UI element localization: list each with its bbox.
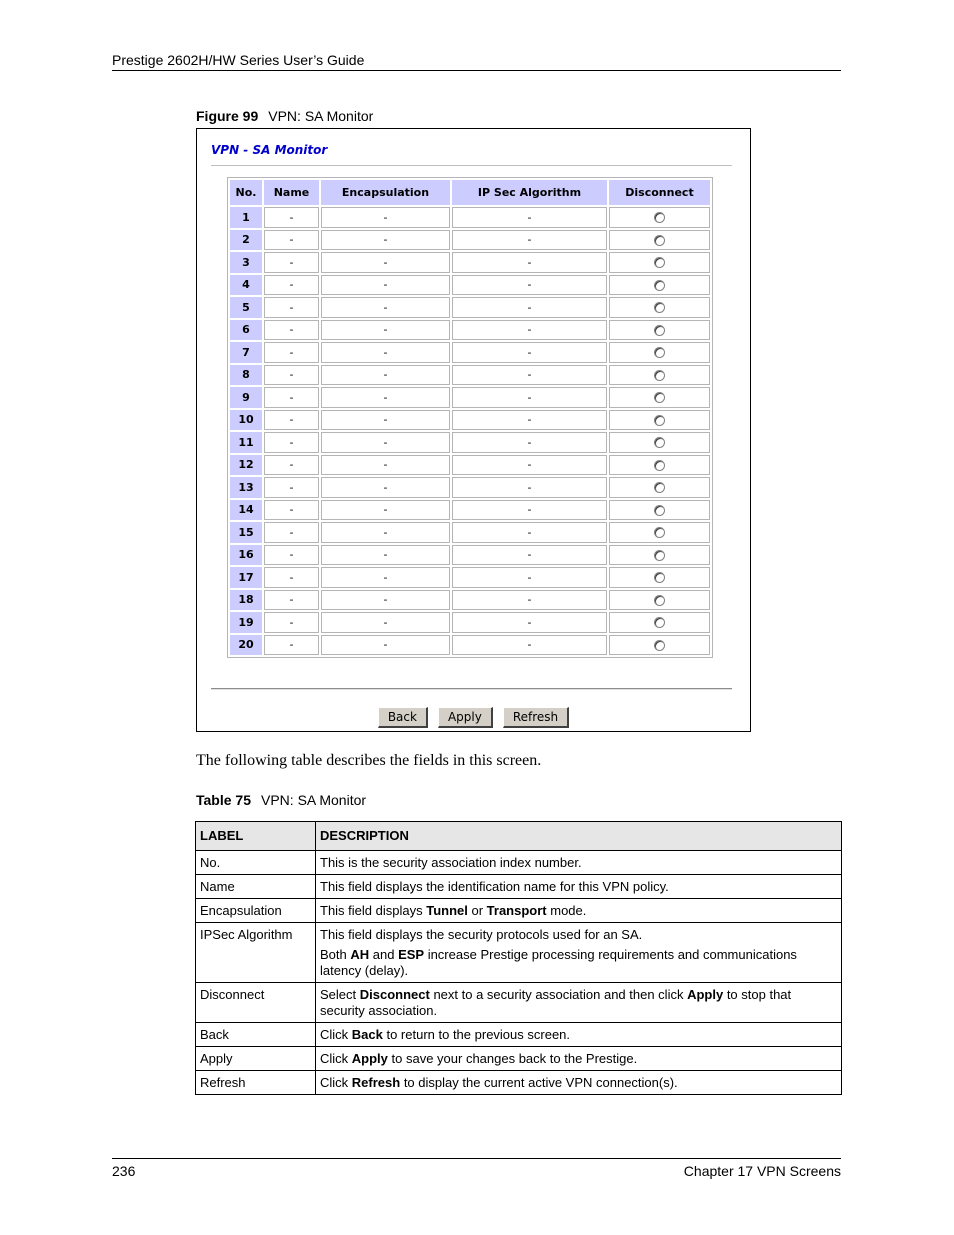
row-name: - (264, 410, 319, 431)
table-row (230, 410, 710, 431)
disconnect-cell (609, 522, 710, 543)
row-name: - (264, 365, 319, 386)
table-row (230, 590, 710, 611)
row-algorithm: - (452, 612, 607, 633)
screen-title: VPN - SA Monitor (211, 143, 328, 157)
row-encapsulation: - (321, 230, 450, 251)
disconnect-radio[interactable] (654, 302, 665, 313)
row-algorithm: - (452, 410, 607, 431)
disconnect-cell (609, 365, 710, 386)
label-header: LABEL (196, 822, 316, 851)
row-algorithm: - (452, 342, 607, 363)
field-description (316, 899, 842, 923)
desc-text: increase Prestige processing requirements and communications latency (delay). (320, 947, 797, 978)
row-encapsulation: - (321, 275, 450, 296)
disconnect-radio[interactable] (654, 257, 665, 268)
disconnect-radio[interactable] (654, 482, 665, 493)
table-row (230, 612, 710, 633)
page-footer (112, 1158, 841, 1179)
field-label: No. (196, 851, 316, 875)
desc-bold: ESP (398, 947, 425, 962)
sa-monitor-table (227, 177, 713, 658)
figure-caption (196, 108, 373, 124)
row-number: 7 (230, 342, 262, 363)
table-row (230, 230, 710, 251)
row-name: - (264, 500, 319, 521)
figure-title: VPN: SA Monitor (268, 108, 374, 124)
row-encapsulation: - (321, 635, 450, 656)
row-algorithm: - (452, 365, 607, 386)
desc-bold: Back (351, 1027, 383, 1042)
sa-monitor-screen (196, 128, 751, 732)
table-row (230, 252, 710, 273)
row-number: 9 (230, 387, 262, 408)
desc-text: mode. (546, 903, 587, 918)
disconnect-radio[interactable] (654, 640, 665, 651)
table-row (230, 387, 710, 408)
row-encapsulation: - (321, 342, 450, 363)
table-row (230, 432, 710, 453)
disconnect-cell (609, 455, 710, 476)
disconnect-cell (609, 500, 710, 521)
disconnect-cell (609, 320, 710, 341)
disconnect-cell (609, 612, 710, 633)
desc-text: Click (320, 1027, 352, 1042)
table-row (230, 320, 710, 341)
field-description: This field displays the identification name for this VPN policy. (316, 875, 842, 899)
desc-text: to stop that security association. (320, 987, 792, 1018)
desc-bold: AH (350, 947, 370, 962)
disconnect-radio[interactable] (654, 617, 665, 628)
table-row (196, 1071, 842, 1095)
row-algorithm: - (452, 252, 607, 273)
row-encapsulation: - (321, 410, 450, 431)
disconnect-cell (609, 230, 710, 251)
back-button[interactable]: Back (378, 707, 428, 728)
row-encapsulation: - (321, 252, 450, 273)
desc-bold: Transport (486, 903, 547, 918)
desc-header-row (196, 822, 842, 851)
disconnect-cell (609, 297, 710, 318)
row-number: 2 (230, 230, 262, 251)
table-title: VPN: SA Monitor (261, 792, 367, 808)
row-name: - (264, 207, 319, 228)
disconnect-radio[interactable] (654, 572, 665, 583)
row-name: - (264, 635, 319, 656)
row-name: - (264, 342, 319, 363)
disconnect-cell (609, 432, 710, 453)
disconnect-cell (609, 342, 710, 363)
disconnect-radio[interactable] (654, 505, 665, 516)
disconnect-cell (609, 567, 710, 588)
row-name: - (264, 477, 319, 498)
table-row (230, 500, 710, 521)
row-number: 20 (230, 635, 262, 656)
disconnect-radio[interactable] (654, 527, 665, 538)
field-label: Disconnect (196, 983, 316, 1023)
field-label: Name (196, 875, 316, 899)
row-encapsulation: - (321, 207, 450, 228)
disconnect-radio[interactable] (654, 325, 665, 336)
disconnect-cell (609, 545, 710, 566)
row-algorithm: - (452, 590, 607, 611)
intro-text: The following table describes the fields in this screen. (196, 752, 542, 769)
col-algorithm-header: IP Sec Algorithm (452, 180, 607, 205)
chapter-title: Chapter 17 VPN Screens (683, 1163, 841, 1179)
desc-text: Click (320, 1051, 352, 1066)
col-encapsulation-header: Encapsulation (321, 180, 450, 205)
disconnect-radio[interactable] (654, 280, 665, 291)
title-divider (211, 165, 732, 166)
row-name: - (264, 522, 319, 543)
row-encapsulation: - (321, 590, 450, 611)
table-row (230, 207, 710, 228)
row-number: 1 (230, 207, 262, 228)
disconnect-cell (609, 207, 710, 228)
table-row (230, 567, 710, 588)
row-name: - (264, 387, 319, 408)
desc-bold: Apply (351, 1051, 388, 1066)
col-name-header: Name (264, 180, 319, 205)
row-number: 18 (230, 590, 262, 611)
row-name: - (264, 612, 319, 633)
field-description (316, 983, 842, 1023)
field-label: Apply (196, 1047, 316, 1071)
row-encapsulation: - (321, 297, 450, 318)
field-label: Refresh (196, 1071, 316, 1095)
row-encapsulation: - (321, 500, 450, 521)
row-number: 8 (230, 365, 262, 386)
row-algorithm: - (452, 635, 607, 656)
table-row (230, 635, 710, 656)
row-encapsulation: - (321, 320, 450, 341)
row-encapsulation: - (321, 477, 450, 498)
desc-paragraph (320, 947, 836, 979)
disconnect-cell (609, 635, 710, 656)
disconnect-cell (609, 410, 710, 431)
disconnect-radio[interactable] (654, 460, 665, 471)
row-number: 14 (230, 500, 262, 521)
desc-text: to save your changes back to the Prestige. (387, 1051, 638, 1066)
table-row (196, 851, 842, 875)
field-description (316, 923, 842, 983)
row-number: 3 (230, 252, 262, 273)
table-row (230, 342, 710, 363)
desc-text: This field displays (320, 903, 427, 918)
disconnect-cell (609, 477, 710, 498)
desc-paragraph: This field displays the security protocols used for an SA. (320, 927, 643, 942)
row-number: 13 (230, 477, 262, 498)
row-name: - (264, 590, 319, 611)
row-algorithm: - (452, 522, 607, 543)
row-number: 19 (230, 612, 262, 633)
row-number: 12 (230, 455, 262, 476)
desc-text: to return to the previous screen. (382, 1027, 571, 1042)
row-algorithm: - (452, 320, 607, 341)
disconnect-radio[interactable] (654, 437, 665, 448)
refresh-button[interactable]: Refresh (503, 707, 569, 728)
row-algorithm: - (452, 275, 607, 296)
table-row (230, 545, 710, 566)
table-row (196, 923, 842, 983)
row-name: - (264, 432, 319, 453)
row-name: - (264, 252, 319, 273)
row-number: 10 (230, 410, 262, 431)
bottom-divider (211, 688, 732, 690)
sa-table-header-row (230, 180, 710, 205)
table-row (230, 297, 710, 318)
disconnect-radio[interactable] (654, 212, 665, 223)
row-algorithm: - (452, 207, 607, 228)
desc-bold: Refresh (351, 1075, 401, 1090)
row-algorithm: - (452, 545, 607, 566)
row-name: - (264, 545, 319, 566)
table-row (230, 522, 710, 543)
disconnect-radio[interactable] (654, 595, 665, 606)
row-name: - (264, 230, 319, 251)
disconnect-cell (609, 252, 710, 273)
desc-text: to display the current active VPN connection(s). (400, 1075, 678, 1090)
apply-button[interactable]: Apply (438, 707, 493, 728)
row-encapsulation: - (321, 545, 450, 566)
disconnect-radio[interactable] (654, 370, 665, 381)
field-description (316, 1071, 842, 1095)
desc-bold: Disconnect (359, 987, 430, 1002)
disconnect-radio[interactable] (654, 392, 665, 403)
row-algorithm: - (452, 567, 607, 588)
field-description-table (195, 821, 842, 1095)
table-row (196, 899, 842, 923)
desc-text: or (467, 903, 487, 918)
field-label: Encapsulation (196, 899, 316, 923)
row-encapsulation: - (321, 612, 450, 633)
row-algorithm: - (452, 477, 607, 498)
table-row (230, 275, 710, 296)
desc-text: next to a security association and then click (429, 987, 688, 1002)
disconnect-radio[interactable] (654, 550, 665, 561)
table-row (230, 477, 710, 498)
desc-text: Click (320, 1075, 352, 1090)
table-row (230, 365, 710, 386)
row-algorithm: - (452, 297, 607, 318)
field-description (316, 1023, 842, 1047)
row-number: 17 (230, 567, 262, 588)
row-algorithm: - (452, 387, 607, 408)
row-algorithm: - (452, 500, 607, 521)
row-name: - (264, 455, 319, 476)
table-row (196, 875, 842, 899)
table-row (196, 983, 842, 1023)
desc-text: Both (320, 947, 351, 962)
guide-title: Prestige 2602H/HW Series User’s Guide (112, 52, 365, 68)
row-algorithm: - (452, 230, 607, 251)
col-no-header: No. (230, 180, 262, 205)
page-number: 236 (112, 1163, 136, 1179)
field-label: IPSec Algorithm (196, 923, 316, 983)
row-name: - (264, 275, 319, 296)
row-name: - (264, 567, 319, 588)
row-encapsulation: - (321, 432, 450, 453)
table-row (196, 1047, 842, 1071)
row-number: 4 (230, 275, 262, 296)
row-encapsulation: - (321, 387, 450, 408)
row-number: 15 (230, 522, 262, 543)
row-encapsulation: - (321, 365, 450, 386)
figure-label: Figure 99 (196, 108, 259, 124)
disconnect-radio[interactable] (654, 235, 665, 246)
row-name: - (264, 320, 319, 341)
table-caption (196, 792, 366, 808)
field-description: This is the security association index number. (316, 851, 842, 875)
row-number: 11 (230, 432, 262, 453)
page-header (112, 52, 841, 71)
disconnect-cell (609, 590, 710, 611)
table-label: Table 75 (196, 792, 251, 808)
desc-bold: Tunnel (426, 903, 468, 918)
row-algorithm: - (452, 455, 607, 476)
row-number: 16 (230, 545, 262, 566)
field-label: Back (196, 1023, 316, 1047)
disconnect-cell (609, 275, 710, 296)
disconnect-cell (609, 387, 710, 408)
row-encapsulation: - (321, 522, 450, 543)
button-bar (197, 707, 750, 728)
desc-bold: Apply (687, 987, 724, 1002)
row-name: - (264, 297, 319, 318)
description-header: DESCRIPTION (316, 822, 842, 851)
desc-text: and (369, 947, 399, 962)
row-algorithm: - (452, 432, 607, 453)
table-row (230, 455, 710, 476)
field-description (316, 1047, 842, 1071)
row-number: 6 (230, 320, 262, 341)
disconnect-radio[interactable] (654, 347, 665, 358)
row-number: 5 (230, 297, 262, 318)
col-disconnect-header: Disconnect (609, 180, 710, 205)
disconnect-radio[interactable] (654, 415, 665, 426)
row-encapsulation: - (321, 567, 450, 588)
row-encapsulation: - (321, 455, 450, 476)
table-row (196, 1023, 842, 1047)
desc-text: Select (320, 987, 360, 1002)
